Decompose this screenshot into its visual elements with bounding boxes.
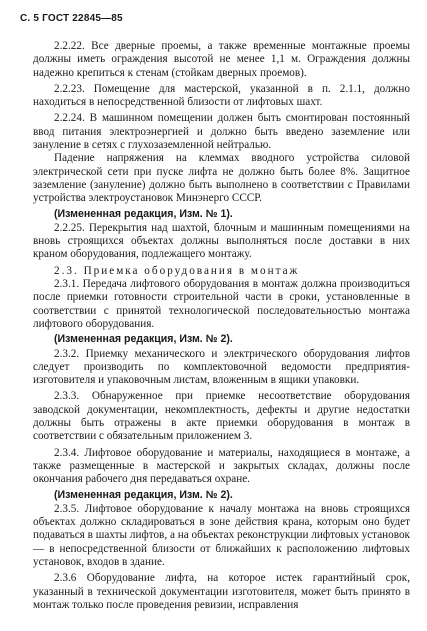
paragraph-2-2-23: 2.2.23. Помещение для мастерской, указанной в п. 2.1.1, должно находиться в непосредственной близости от лифтовых шахт. [33, 82, 410, 109]
document-body [33, 40, 410, 612]
paragraph-2-2-24: 2.2.24. В машинном помещении должен быть смонтирован постоянный ввод питания электроэнергией и должно быть введено заземление или зануление в сетях с глухозаземленной нейтралью. [33, 112, 410, 152]
section-heading-2-3: 2.3. Приемка оборудования в монтаж [54, 264, 300, 277]
page-header: С. 5 ГОСТ 22845—85 [20, 13, 123, 24]
paragraph-voltage-drop: Падение напряжения на клеммах вводного устройства силовой электрической сети при пуске лифта не должно быть более 8%. Защитное заземление (зануление) должно быть выполнено в соответствии с Правилами устройства электроустановок Минэнерго СССР. [33, 152, 410, 205]
paragraph-2-2-22: 2.2.22. Все дверные проемы, а также временные монтажные проемы должны иметь ограждения высотой не менее 1,1 м. Ограждения должны надежно крепиться к стенам (стойкам дверных проемов). [33, 40, 410, 79]
paragraph-2-3-6: 2.3.6 Оборудование лифта, на которое истек гарантийный срок, указанный в технической документации изготовителя, может быть принято в монтаж только после проведения ревизии, исправления [33, 572, 410, 611]
amendment-note: (Измененная редакция, Изм. № 1). [54, 207, 233, 220]
paragraph-2-2-25: 2.2.25. Перекрытия над шахтой, блочным и машинным помещениями на вновь строящихся объектах должны выполняться после доставки в них краном оборудования, подлежащего монтажу. [33, 221, 410, 261]
amendment-note: (Измененная редакция, Изм. № 2). [54, 333, 233, 346]
paragraph-2-3-2: 2.3.2. Приемку механического и электрического оборудования лифтов следует производить по комплектовочной ведомости предприятия-изготовителя и упаковочным листам, вложенным в ящики упаковки. [33, 347, 410, 387]
paragraph-2-3-1: 2.3.1. Передача лифтового оборудования в монтаж должна производиться после приемки готовности строительной части в сроки, установленные в соответствии с принятой технологической последовательностью монтажа лифтового оборудования. [33, 278, 410, 330]
paragraph-2-3-5: 2.3.5. Лифтовое оборудование к началу монтажа на вновь строящихся объектах должно складироваться в зоне действия крана, которым оно будет подаваться в шахты лифтов, а на объектах реконструкции лифтовых установок — в непосредственной близости от ближайших к расположению лифтовых установок, входов в здание. [33, 502, 410, 568]
paragraph-2-3-4: 2.3.4. Лифтовое оборудование и материалы, находящиеся в монтаже, а также размещенные в мастерской и закрытых складах, должны после окончания рабочего дня передаваться охране. [33, 446, 410, 486]
paragraph-2-3-3: 2.3.3. Обнаруженное при приемке несоответствие оборудования заводской документации, некомплектность, дефекты и другие недостатки должны быть отражены в акте приемки оборудования в монтаж в соответствии с обязательным приложением 3. [33, 390, 410, 443]
amendment-note: (Измененная редакция, Изм. № 2). [54, 488, 233, 501]
